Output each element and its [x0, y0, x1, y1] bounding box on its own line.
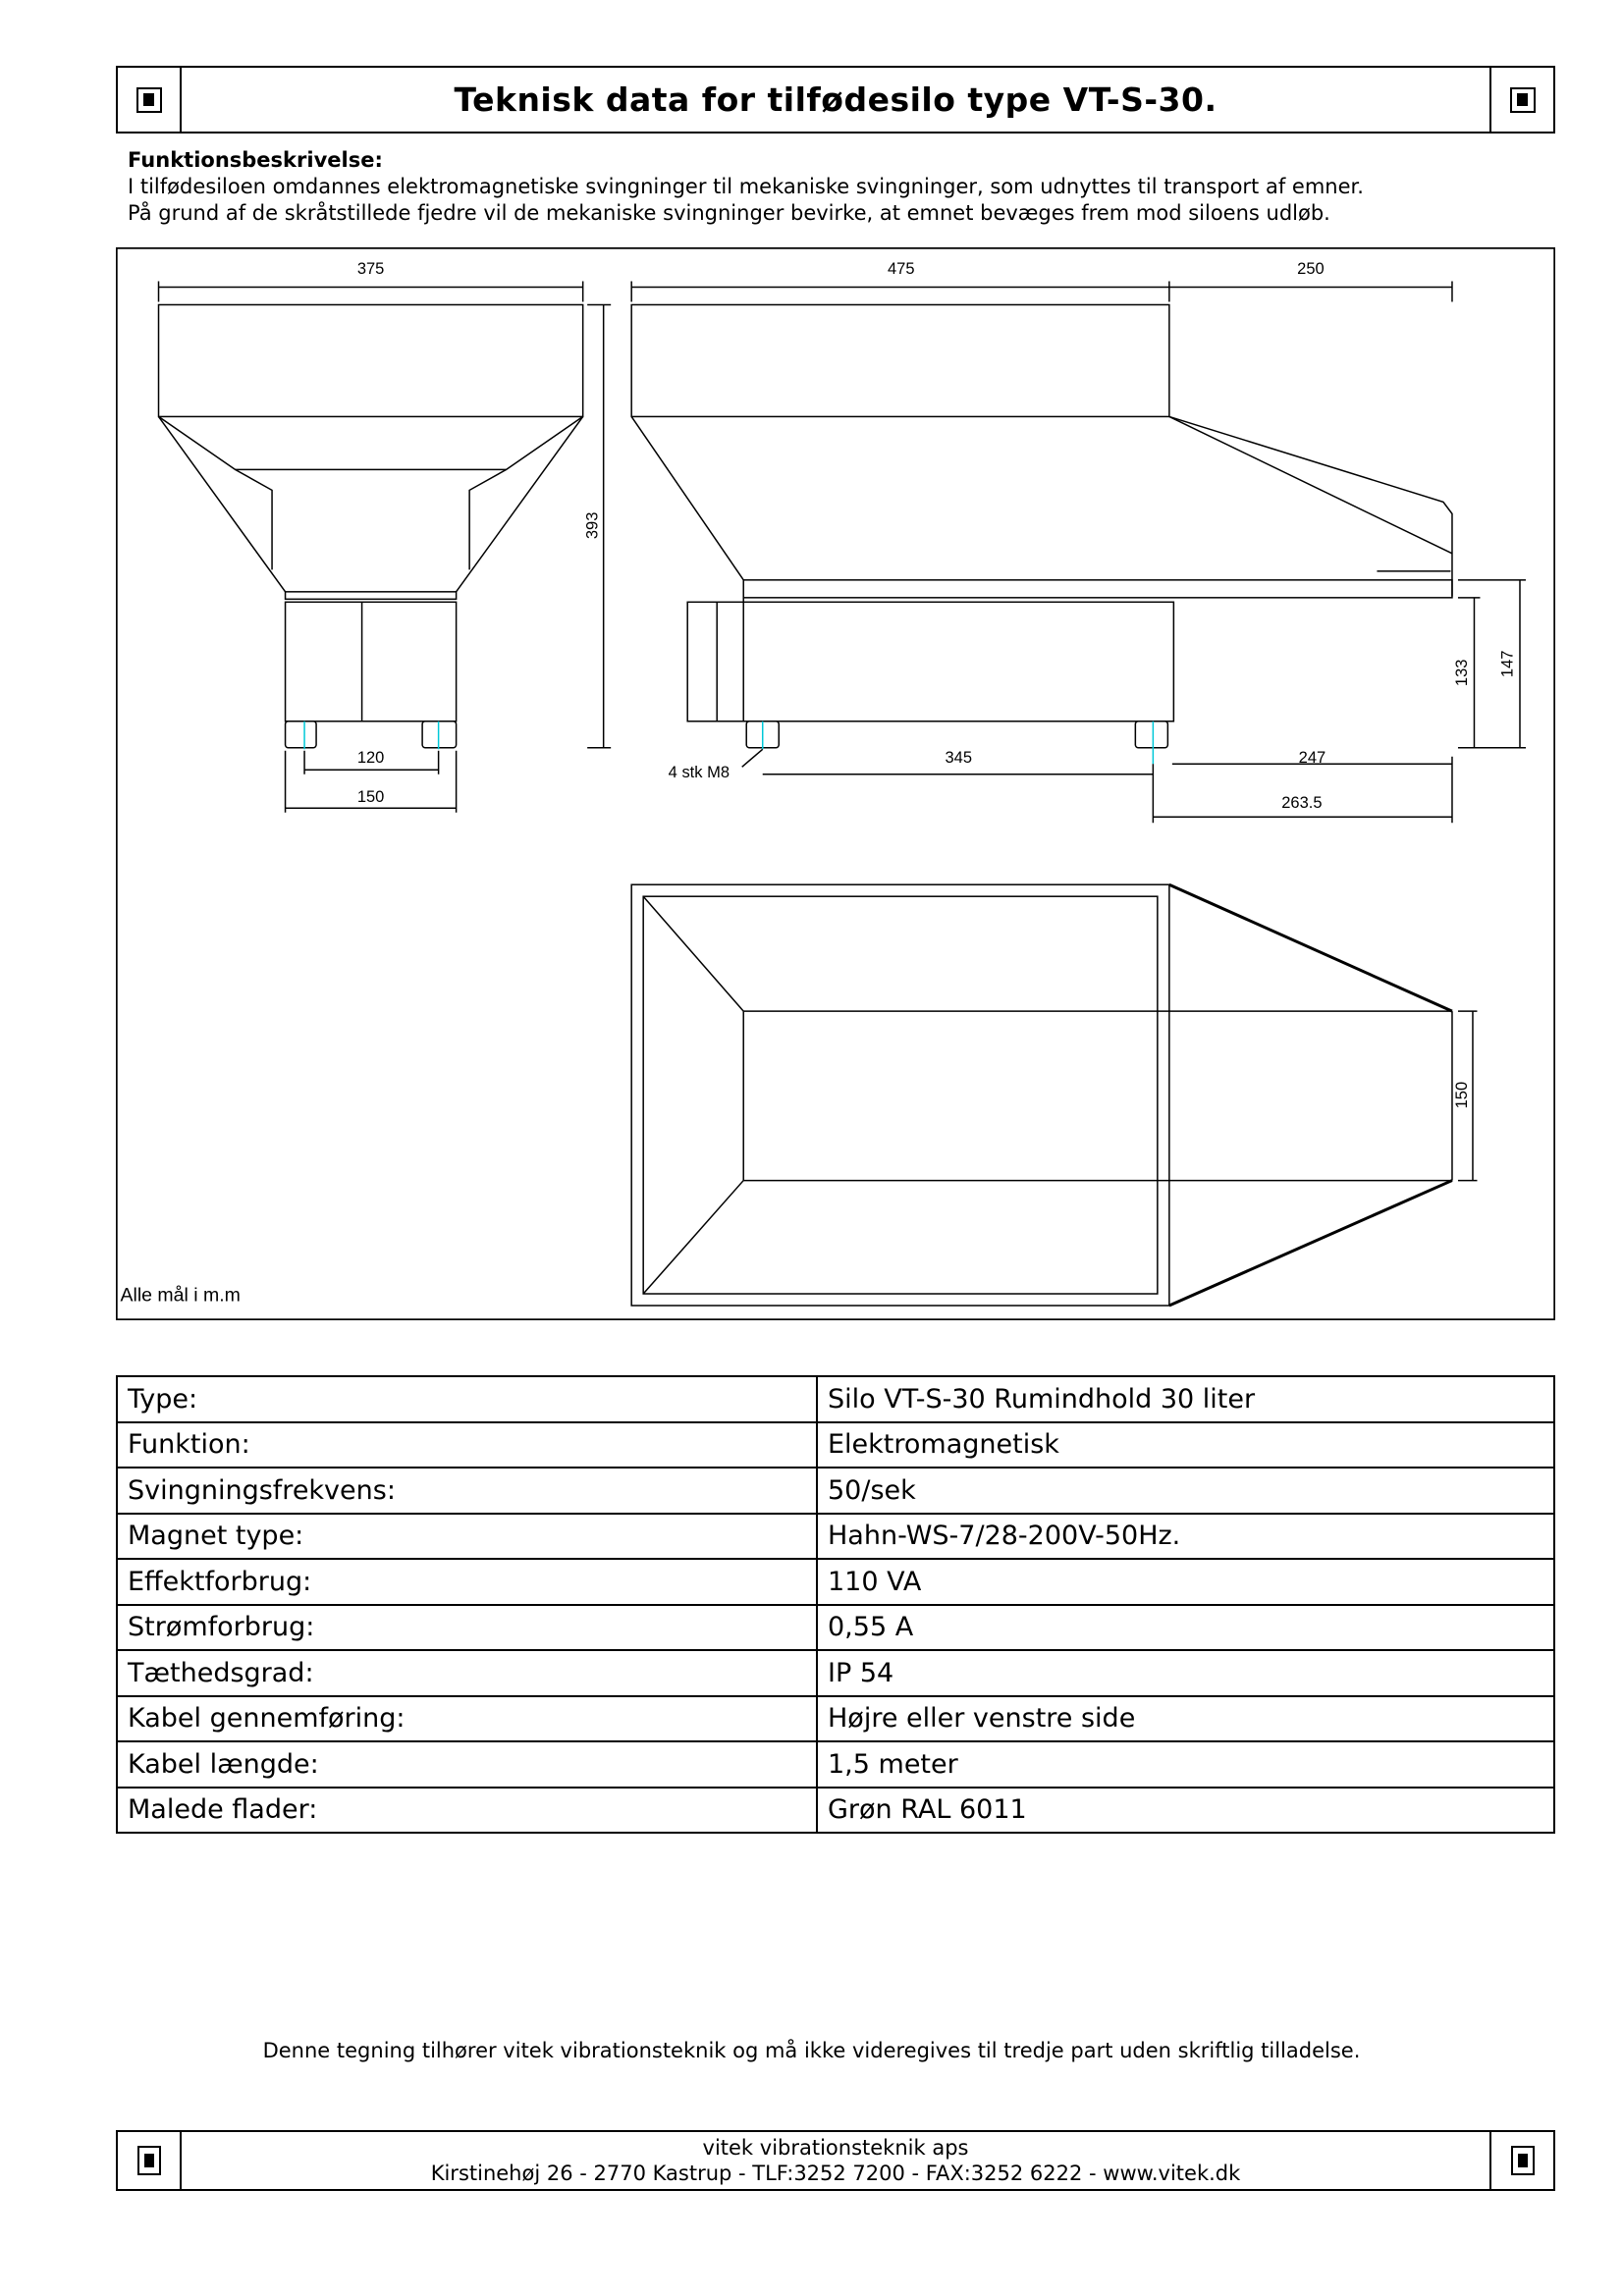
table-row — [117, 1788, 1554, 1834]
table-row — [117, 1514, 1554, 1560]
bolt-note: 4 stk M8 — [668, 763, 730, 781]
spec-value: Hahn-WS-7/28-200V-50Hz. — [817, 1514, 1554, 1560]
side-view — [631, 281, 1526, 823]
footer-right-cell — [1489, 2132, 1553, 2189]
spec-value: 1,5 meter — [817, 1741, 1554, 1788]
description-line: På grund af de skråtstillede fjedre vil de mekaniske svingninger bevirke, at emnet bevæges frem mod siloens udløb. — [128, 201, 1330, 225]
units-note: Alle mål i m.m — [120, 1284, 241, 1307]
dim-front-base-width: 150 — [356, 788, 385, 807]
dim-base-height: 133 — [1452, 659, 1471, 687]
company-address: Kirstinehøj 26 - 2770 Kastrup - TLF:3252 7200 - FAX:3252 6222 - www.vitek.dk — [430, 2162, 1241, 2185]
spec-value: 50/sek — [817, 1468, 1554, 1514]
table-row — [117, 1741, 1554, 1788]
spec-label: Kabel gennemføring: — [117, 1696, 817, 1742]
table-row — [117, 1605, 1554, 1651]
spec-label: Effektforbrug: — [117, 1559, 817, 1605]
spec-label: Tæthedsgrad: — [117, 1650, 817, 1696]
table-row — [117, 1696, 1554, 1742]
spec-value: Højre eller venstre side — [817, 1696, 1554, 1742]
square-bullet-icon — [137, 2146, 161, 2175]
spec-label: Malede flader: — [117, 1788, 817, 1834]
table-row — [117, 1376, 1554, 1422]
table-row — [117, 1559, 1554, 1605]
dim-outlet-height: 147 — [1498, 650, 1517, 678]
front-view — [159, 281, 612, 812]
square-bullet-icon — [1511, 2146, 1535, 2175]
spec-label: Kabel længde: — [117, 1741, 817, 1788]
spec-label: Type: — [117, 1376, 817, 1422]
spec-label: Funktion: — [117, 1422, 817, 1468]
footer-left-cell — [118, 2132, 182, 2189]
table-row — [117, 1468, 1554, 1514]
dim-front-width: 375 — [356, 259, 385, 278]
title-left-cell — [118, 68, 182, 132]
dim-chute-length: 250 — [1297, 259, 1325, 278]
spec-value: Grøn RAL 6011 — [817, 1788, 1554, 1834]
drawing-frame — [117, 248, 1554, 1320]
table-row — [117, 1650, 1554, 1696]
spec-label: Strømforbrug: — [117, 1605, 817, 1651]
spec-value: IP 54 — [817, 1650, 1554, 1696]
spec-value: 0,55 A — [817, 1605, 1554, 1651]
dim-hopper-length: 475 — [888, 259, 915, 278]
dim-side-foot-spacing: 345 — [945, 748, 973, 767]
top-view — [631, 884, 1477, 1306]
description-heading: Funktionsbeskrivelse: — [128, 148, 383, 172]
square-bullet-icon — [136, 87, 162, 113]
title-right-cell — [1489, 68, 1553, 132]
dim-front-foot-spacing: 120 — [356, 748, 385, 767]
title-block — [116, 66, 1555, 133]
spec-value: Elektromagnetisk — [817, 1422, 1554, 1468]
dim-chute-overhang: 247 — [1298, 748, 1326, 767]
footer-block — [116, 2130, 1555, 2191]
spec-value: Silo VT-S-30 Rumindhold 30 liter — [817, 1376, 1554, 1422]
dim-front-height: 393 — [583, 511, 602, 540]
table-row — [117, 1422, 1554, 1468]
function-description — [128, 147, 1364, 227]
square-bullet-icon — [1510, 87, 1536, 113]
spec-label: Magnet type: — [117, 1514, 817, 1560]
copyright-notice: Denne tegning tilhører vitek vibrationsteknik og må ikke videregives til tredje part uden skriftlig tilladelse. — [262, 2039, 1361, 2062]
description-line: I tilfødesiloen omdannes elektromagnetiske svingninger til mekaniske svingninger, som udnyttes til transport af emner. — [128, 175, 1364, 198]
technical-drawing — [116, 247, 1555, 1320]
dim-foot-to-chute-end: 263.5 — [1281, 794, 1323, 813]
company-name: vitek vibrationsteknik aps — [702, 2136, 969, 2160]
spec-value: 110 VA — [817, 1559, 1554, 1605]
page-title: Teknisk data for tilfødesilo type VT-S-30. — [454, 80, 1217, 119]
dim-outlet-width: 150 — [1452, 1081, 1471, 1109]
spec-label: Svingningsfrekvens: — [117, 1468, 817, 1514]
spec-table — [116, 1375, 1555, 1834]
